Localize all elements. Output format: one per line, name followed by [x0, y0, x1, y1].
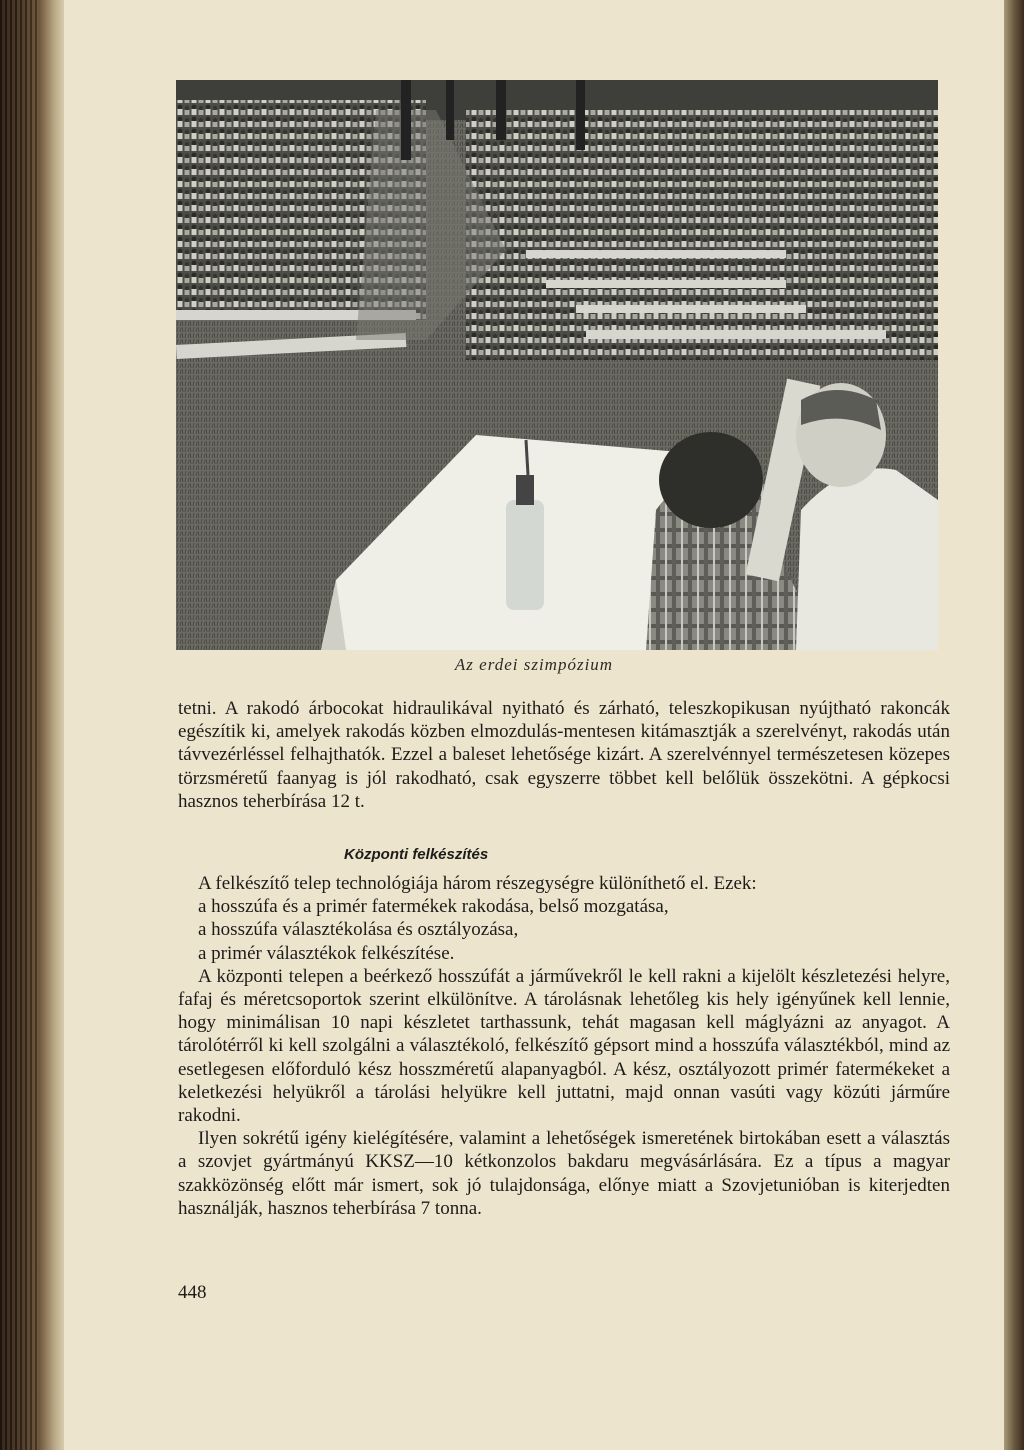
paragraph-text: tetni. A rakodó árbocokat hidraulikával nyitható és zárható, teleszkopikusan nyújtható rakoncák egészítik ki, amelyek rakodás közben elmozdulás-mentesen kitámasztják a szerelvényt, rakodás után távvezérléssel felhajthatók. Ezzel a baleset lehetősége kizárt. A szerelvénnyel természetesen közepes törzsméretű faanyag is jól rakodható, csak egyszerre többet kell belőlük összekötni. A gépkocsi hasznos teherbírása 12 t.: [178, 698, 950, 812]
paragraph-text: Ilyen sokrétű igény kielégítésére, valamint a lehetőségek ismeretének birtokában esett a választás a szovjet gyártmányú KKSZ—10 kétkonzolos bakdaru megvásárlására. Ez a típus a magyar szakközönség előtt már ismert, sok jó tulajdonsága, előnye miatt a Szovjetunióban is kiterjedten használják, hasznos teherbírása 7 tonna.: [178, 1128, 950, 1219]
paragraph-text: A központi telepen a beérkező hosszúfát a járművekről le kell rakni a kijelölt készletezési helyre, fafaj és méretcsoportok szerint elkülönítve. A tárolásnak lehetőleg kis hely igényűnek kell lennie, hogy minimálisan 10 napi készletet tarthassunk, tehát magasan kell máglyázni az anyagot. A tárolótérről ki kell szolgálni a választékoló, felkészítő gépsort mind a hosszúfa választékból, mind az esetlegesen előforduló kész hosszméretű alapanyagból. A kész, osztályozott primér fatermékeket a keletkezési helyükről a tárolási helyükre kell juttatni, majd onnan vasúti vagy közúti járműre rakodni.: [178, 965, 950, 1127]
section-heading: Központi felkészítés: [344, 846, 489, 863]
page-number: 448: [178, 1282, 207, 1303]
photo-caption: Az erdei szimpózium: [454, 655, 614, 674]
list-item: a hosszúfa választékolása és osztályozása,: [198, 919, 519, 941]
list-item: a primér választékok felkészítése.: [198, 942, 455, 964]
list-item: a hosszúfa és a primér fatermékek rakodása, belső mozgatása,: [198, 896, 669, 918]
section-body: [178, 872, 950, 1220]
binding-texture: [0, 0, 38, 1450]
symposium-photo: [176, 80, 938, 650]
paragraph-continuation: [178, 697, 950, 813]
book-page: [64, 0, 1004, 1450]
page-edge: [1004, 0, 1024, 1450]
section-intro: A felkészítő telep technológiája három részegységre különíthető el. Ezek:: [198, 873, 757, 894]
forest-audience-image: [176, 80, 938, 650]
